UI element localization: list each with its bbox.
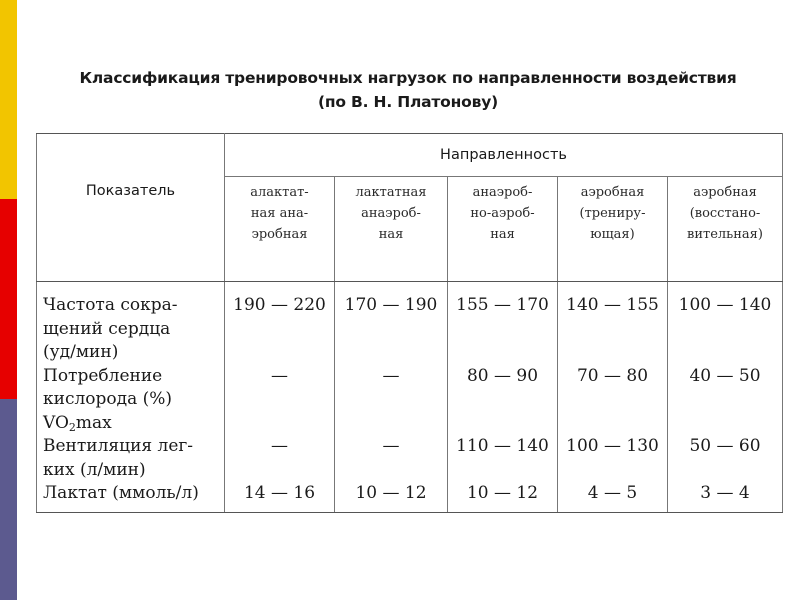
indicator-header: Показатель (37, 134, 225, 282)
table-cell: 170 — 190 (335, 282, 448, 365)
table-cell: 140 — 155 (558, 282, 668, 365)
row-label-oxygen (37, 365, 225, 436)
table-cell: — (335, 435, 448, 482)
table-cell: 3 — 4 (668, 482, 783, 512)
column-header (448, 176, 558, 281)
title-line-2: (по В. Н. Платонову) (318, 93, 498, 111)
table-cell: 155 — 170 (448, 282, 558, 365)
column-header-line: анаэроб- (472, 184, 533, 200)
table-cell: 10 — 12 (335, 482, 448, 512)
column-header-line: но-аэроб- (470, 205, 535, 221)
row-label-line: Потребление (43, 365, 163, 386)
row-label-line: (уд/мин) (43, 342, 119, 362)
column-header (335, 176, 448, 281)
direction-header: Направленность (225, 134, 783, 177)
table-cell: 40 — 50 (668, 365, 783, 436)
column-header-line: эробная (251, 226, 308, 242)
row-label-line: Частота сокра- (43, 295, 178, 315)
table-cell: 190 — 220 (225, 282, 335, 365)
vo2-suffix: max (75, 412, 112, 433)
row-label-lactate (37, 482, 225, 512)
column-header-line: анаэроб- (361, 205, 421, 221)
table-cell: 110 — 140 (448, 435, 558, 482)
column-header-line: ющая) (590, 226, 635, 242)
table-title (36, 66, 780, 114)
table-cell: 80 — 90 (448, 365, 558, 436)
column-header (225, 176, 335, 281)
column-header-line: аэробная (580, 184, 645, 200)
column-header-line: аэробная (693, 184, 757, 200)
accent-stripe-purple (0, 399, 17, 600)
column-header-line: ная (490, 226, 515, 242)
table-cell: 100 — 130 (558, 435, 668, 482)
table-row (37, 365, 783, 436)
table-cell: 10 — 12 (448, 482, 558, 512)
column-header-line: вительная) (687, 226, 763, 242)
title-line-1: Классификация тренировочных нагрузок по направленности воздействия (79, 69, 737, 87)
table-row (37, 435, 783, 482)
column-header-line: ная (378, 226, 404, 242)
table-cell: — (225, 365, 335, 436)
vo2-prefix: VO (43, 412, 69, 433)
column-header (558, 176, 668, 281)
row-label-ventilation (37, 435, 225, 482)
column-header-line: лактатная (355, 184, 427, 200)
row-label-line: Вентиляция лег- (43, 436, 194, 456)
row-label-line: кислорода (%) (43, 389, 173, 409)
row-label-line: щений сердца (43, 318, 171, 339)
column-header-line: алактат- (250, 184, 309, 200)
table-cell: 100 — 140 (668, 282, 783, 365)
classification-table (36, 133, 783, 513)
table-cell: 4 — 5 (558, 482, 668, 512)
table-cell: 70 — 80 (558, 365, 668, 436)
table-cell: — (335, 365, 448, 436)
row-label-line: ких (л/мин) (43, 459, 146, 480)
table-cell: — (225, 435, 335, 482)
table-row (37, 282, 783, 365)
vo2-subscript: 2 (68, 420, 76, 434)
table-cell: 50 — 60 (668, 435, 783, 482)
column-header (668, 176, 783, 281)
accent-stripe-red (0, 199, 17, 399)
column-header-line: ная ана- (250, 205, 309, 221)
table-cell: 14 — 16 (225, 482, 335, 512)
column-header-line: (трениру- (579, 205, 646, 221)
accent-stripe-yellow (0, 0, 17, 199)
row-label-heart-rate (37, 282, 225, 365)
row-label-line: Лактат (ммоль/л) (43, 483, 199, 503)
table-row (37, 482, 783, 512)
row-label-line (43, 412, 224, 436)
column-header-line: (восстано- (689, 205, 761, 221)
